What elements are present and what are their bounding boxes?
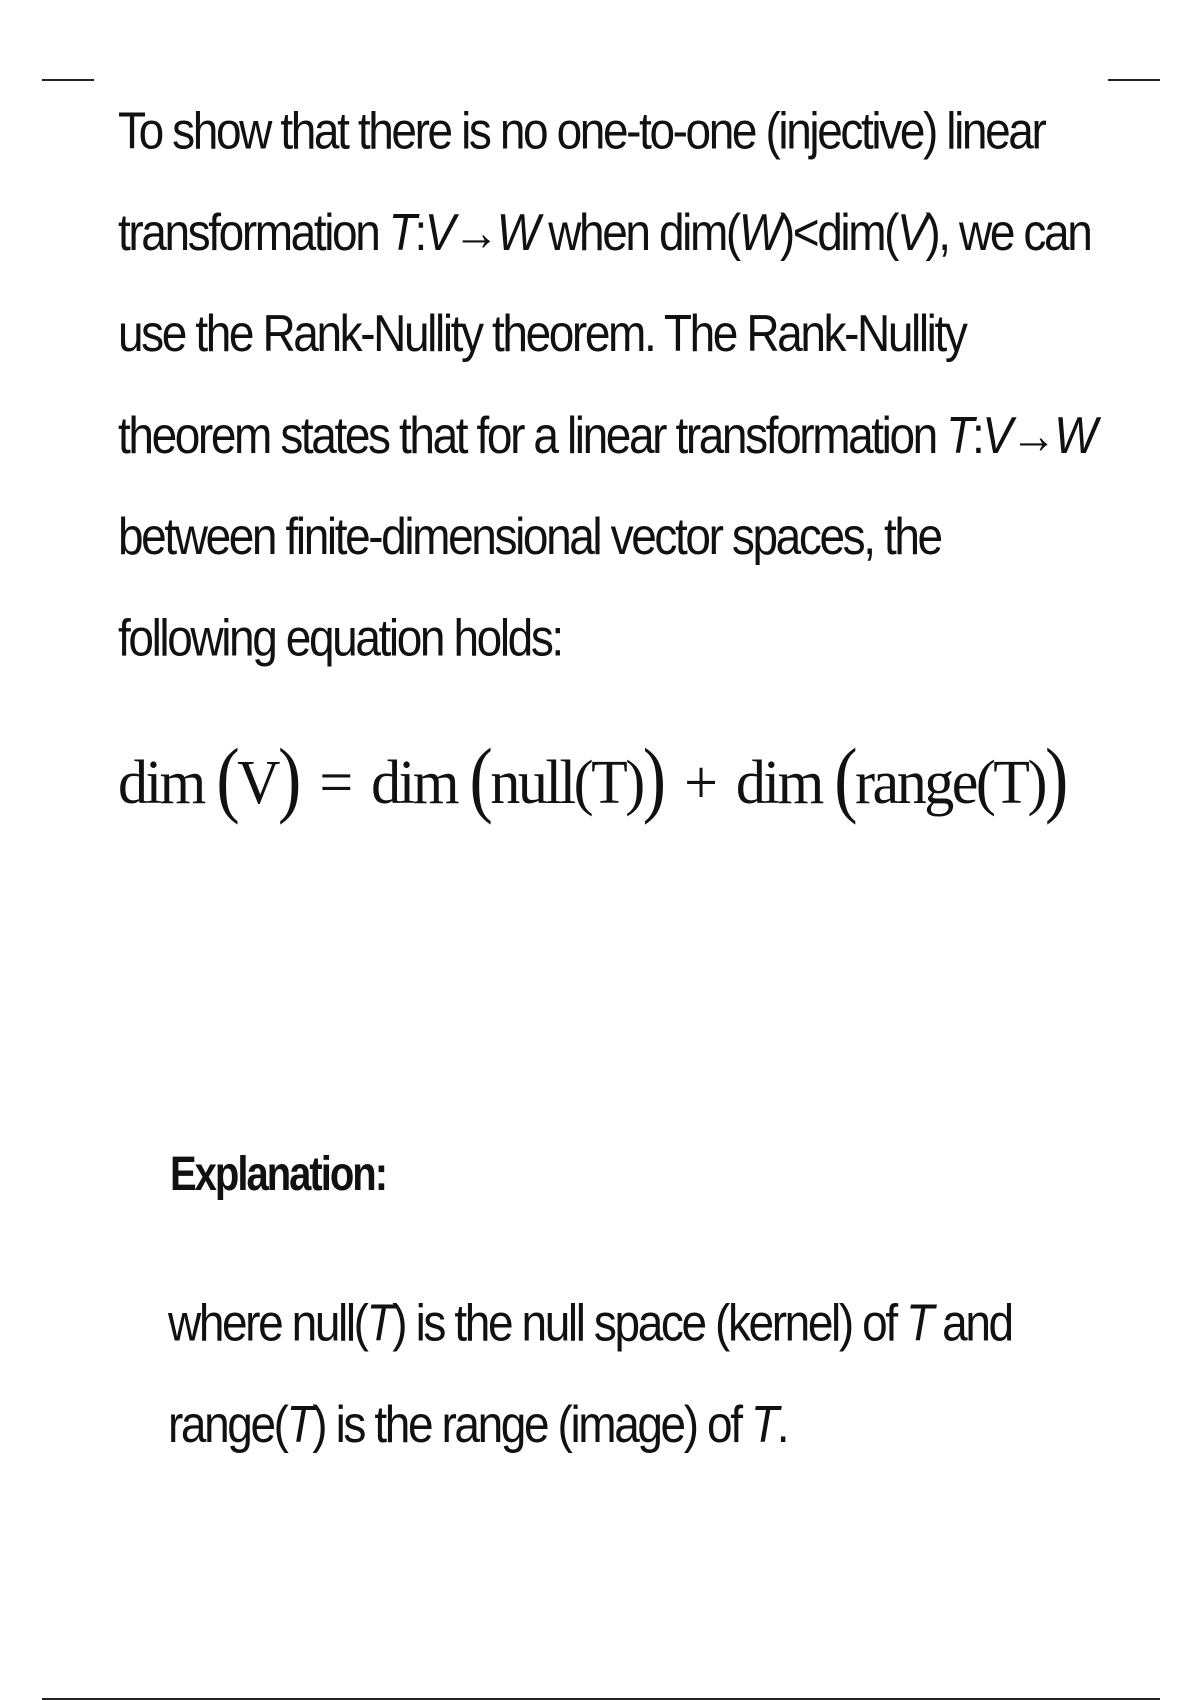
math-var: V bbox=[237, 747, 278, 817]
explanation-line: range(T) is the range (image) of T. bbox=[168, 1394, 788, 1454]
explanation-heading: Explanation: bbox=[170, 1148, 387, 1201]
intro-paragraph bbox=[118, 80, 1118, 689]
math-var: T bbox=[388, 202, 415, 262]
dim-operator: dim bbox=[118, 747, 204, 817]
null-term: null(T) bbox=[490, 747, 643, 817]
arrow-symbol: → bbox=[1010, 405, 1055, 464]
paren: ) bbox=[642, 732, 664, 826]
intro-line: transformation T:V→W when dim(W)<dim(V), we can bbox=[118, 202, 1091, 262]
math-var: T bbox=[946, 405, 972, 464]
arrow-symbol: → bbox=[453, 202, 497, 262]
math-var: W bbox=[496, 202, 538, 262]
math-var: V bbox=[424, 202, 454, 262]
math-var: V bbox=[982, 405, 1011, 464]
math-var: T bbox=[286, 1394, 313, 1454]
top-left-rule bbox=[42, 79, 94, 81]
paren: ( bbox=[469, 732, 491, 826]
paren: ) bbox=[278, 732, 299, 826]
range-term: range(T) bbox=[855, 747, 1045, 817]
dim-operator: dim bbox=[371, 747, 457, 817]
intro-line: use the Rank-Nullity theorem. The Rank-Nullity bbox=[118, 304, 966, 363]
dim-operator: dim bbox=[735, 747, 822, 817]
plus-sign: + bbox=[684, 747, 716, 817]
intro-line: theorem states that for a linear transformation T:V→W bbox=[118, 405, 1096, 464]
paren: ( bbox=[216, 732, 238, 826]
math-var: W bbox=[738, 202, 780, 262]
intro-line: To show that there is no one-to-one (injective) linear bbox=[118, 101, 1045, 160]
paren: ( bbox=[834, 732, 856, 826]
intro-line: following equation holds: bbox=[118, 608, 562, 667]
math-var: T bbox=[751, 1394, 777, 1454]
paren: ) bbox=[1044, 732, 1066, 826]
equals-sign: = bbox=[319, 747, 351, 817]
math-var: T bbox=[906, 1293, 932, 1352]
explanation-line: where null(T) is the null space (kernel) of T and bbox=[168, 1293, 1012, 1352]
intro-line: between finite-dimensional vector spaces, the bbox=[118, 507, 941, 566]
rank-nullity-equation bbox=[118, 732, 1066, 826]
math-var: W bbox=[1054, 405, 1096, 464]
math-var: V bbox=[897, 202, 926, 262]
explanation-paragraph bbox=[168, 1272, 1068, 1475]
math-var: T bbox=[366, 1293, 393, 1352]
